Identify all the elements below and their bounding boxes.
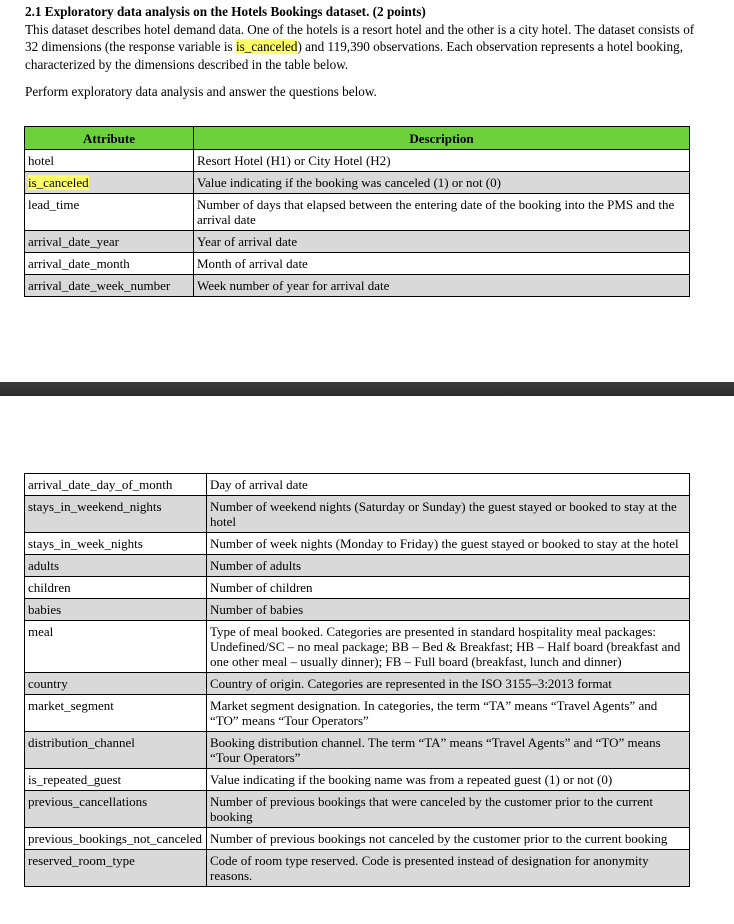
attribute-name: arrival_date_month [28, 256, 130, 271]
table-row [25, 673, 690, 695]
table-row [25, 828, 690, 850]
description-cell: Number of children [207, 577, 690, 599]
attribute-name: hotel [28, 153, 54, 168]
description-cell: Week number of year for arrival date [194, 275, 690, 297]
table-bottom-body [25, 474, 690, 887]
attribute-name: previous_bookings_not_canceled [28, 831, 203, 846]
table-row [25, 599, 690, 621]
attribute-name: lead_time [28, 197, 80, 212]
table-row [25, 231, 690, 253]
table-row [25, 275, 690, 297]
table-row [25, 769, 690, 791]
description-cell: Month of arrival date [194, 253, 690, 275]
attribute-cell [25, 496, 207, 533]
attribute-table-top [24, 126, 690, 297]
attribute-cell [25, 695, 207, 732]
attribute-name: stays_in_weekend_nights [28, 499, 162, 514]
header-attribute: Attribute [25, 127, 194, 150]
table-row [25, 172, 690, 194]
intro-text-after: ) and 119,390 observations. Each observation represents a hotel booking, characterized by the dimensions described in the table below. [25, 39, 683, 72]
description-cell: Number of previous bookings not canceled by the customer prior to the current booking [207, 828, 690, 850]
attribute-cell [25, 275, 194, 297]
attribute-cell [25, 621, 207, 673]
attribute-cell [25, 533, 207, 555]
table-row [25, 732, 690, 769]
description-cell: Number of week nights (Monday to Friday) the guest stayed or booked to stay at the hotel [207, 533, 690, 555]
attribute-cell [25, 172, 194, 194]
attribute-cell [25, 194, 194, 231]
table-header-row [25, 127, 690, 150]
attribute-cell [25, 253, 194, 275]
attribute-name: is_canceled [28, 175, 89, 190]
attribute-cell [25, 474, 207, 496]
attribute-cell [25, 577, 207, 599]
description-cell: Year of arrival date [194, 231, 690, 253]
intro-text-before: This dataset describes hotel demand data. One of the hotels is a resort hotel and the other is a city hotel. The dataset consists of 32 dimensions (the response variable is [25, 21, 695, 54]
description-cell: Code of room type reserved. Code is presented instead of designation for anonymity reasons. [207, 850, 690, 887]
attribute-name: distribution_channel [28, 735, 135, 750]
table-row [25, 253, 690, 275]
attribute-cell [25, 828, 207, 850]
attribute-cell [25, 599, 207, 621]
header-description: Description [194, 127, 690, 150]
description-cell: Day of arrival date [207, 474, 690, 496]
table-row [25, 194, 690, 231]
attribute-cell [25, 231, 194, 253]
attribute-cell [25, 769, 207, 791]
table-row [25, 791, 690, 828]
table-row [25, 621, 690, 673]
attribute-name: babies [28, 602, 62, 617]
attribute-name: arrival_date_day_of_month [28, 477, 173, 492]
attribute-name: stays_in_week_nights [28, 536, 143, 551]
description-cell: Value indicating if the booking was canceled (1) or not (0) [194, 172, 690, 194]
description-cell: Booking distribution channel. The term “TA” means “Travel Agents” and “TO” means “Tour Operators” [207, 732, 690, 769]
description-cell: Number of weekend nights (Saturday or Sunday) the guest stayed or booked to stay at the hotel [207, 496, 690, 533]
description-cell: Type of meal booked. Categories are presented in standard hospitality meal packages: Undefined/SC – no meal package; BB – Bed & Breakfast; HB – Half board (breakfast and one other meal – usually dinner); FB – Full board (breakfast, lunch and dinner) [207, 621, 690, 673]
description-cell: Resort Hotel (H1) or City Hotel (H2) [194, 150, 690, 172]
description-cell: Number of adults [207, 555, 690, 577]
attribute-name: country [28, 676, 68, 691]
table-row [25, 577, 690, 599]
intro-paragraph [25, 21, 695, 74]
attribute-name: arrival_date_year [28, 234, 119, 249]
attribute-name: meal [28, 624, 54, 639]
description-cell: Market segment designation. In categories, the term “TA” means “Travel Agents” and “TO” means “Tour Operators” [207, 695, 690, 732]
description-cell: Number of days that elapsed between the entering date of the booking into the PMS and the arrival date [194, 194, 690, 231]
attribute-cell [25, 732, 207, 769]
section-heading: 2.1 Exploratory data analysis on the Hotels Bookings dataset. (2 points) [25, 4, 426, 19]
page-break-divider [0, 382, 734, 396]
table-row [25, 496, 690, 533]
table-row [25, 150, 690, 172]
table-row [25, 474, 690, 496]
attribute-cell [25, 673, 207, 695]
highlighted-response-variable: is_canceled [235, 39, 298, 54]
attribute-table-bottom [24, 473, 690, 887]
table-row [25, 533, 690, 555]
attribute-cell [25, 555, 207, 577]
attribute-cell [25, 850, 207, 887]
table-row [25, 695, 690, 732]
description-cell: Country of origin. Categories are represented in the ISO 3155–3:2013 format [207, 673, 690, 695]
attribute-name: previous_cancellations [28, 794, 148, 809]
attribute-name: market_segment [28, 698, 114, 713]
attribute-name: reserved_room_type [28, 853, 135, 868]
instruction-paragraph: Perform exploratory data analysis and answer the questions below. [25, 84, 377, 99]
attribute-name: arrival_date_week_number [28, 278, 171, 293]
attribute-cell [25, 150, 194, 172]
attribute-cell [25, 791, 207, 828]
description-cell: Number of babies [207, 599, 690, 621]
description-cell: Number of previous bookings that were canceled by the customer prior to the current booking [207, 791, 690, 828]
intro-section [25, 3, 695, 101]
attribute-name: children [28, 580, 71, 595]
table-top-body [25, 150, 690, 297]
description-cell: Value indicating if the booking name was from a repeated guest (1) or not (0) [207, 769, 690, 791]
table-row [25, 850, 690, 887]
table-row [25, 555, 690, 577]
attribute-name: is_repeated_guest [28, 772, 122, 787]
attribute-name: adults [28, 558, 60, 573]
